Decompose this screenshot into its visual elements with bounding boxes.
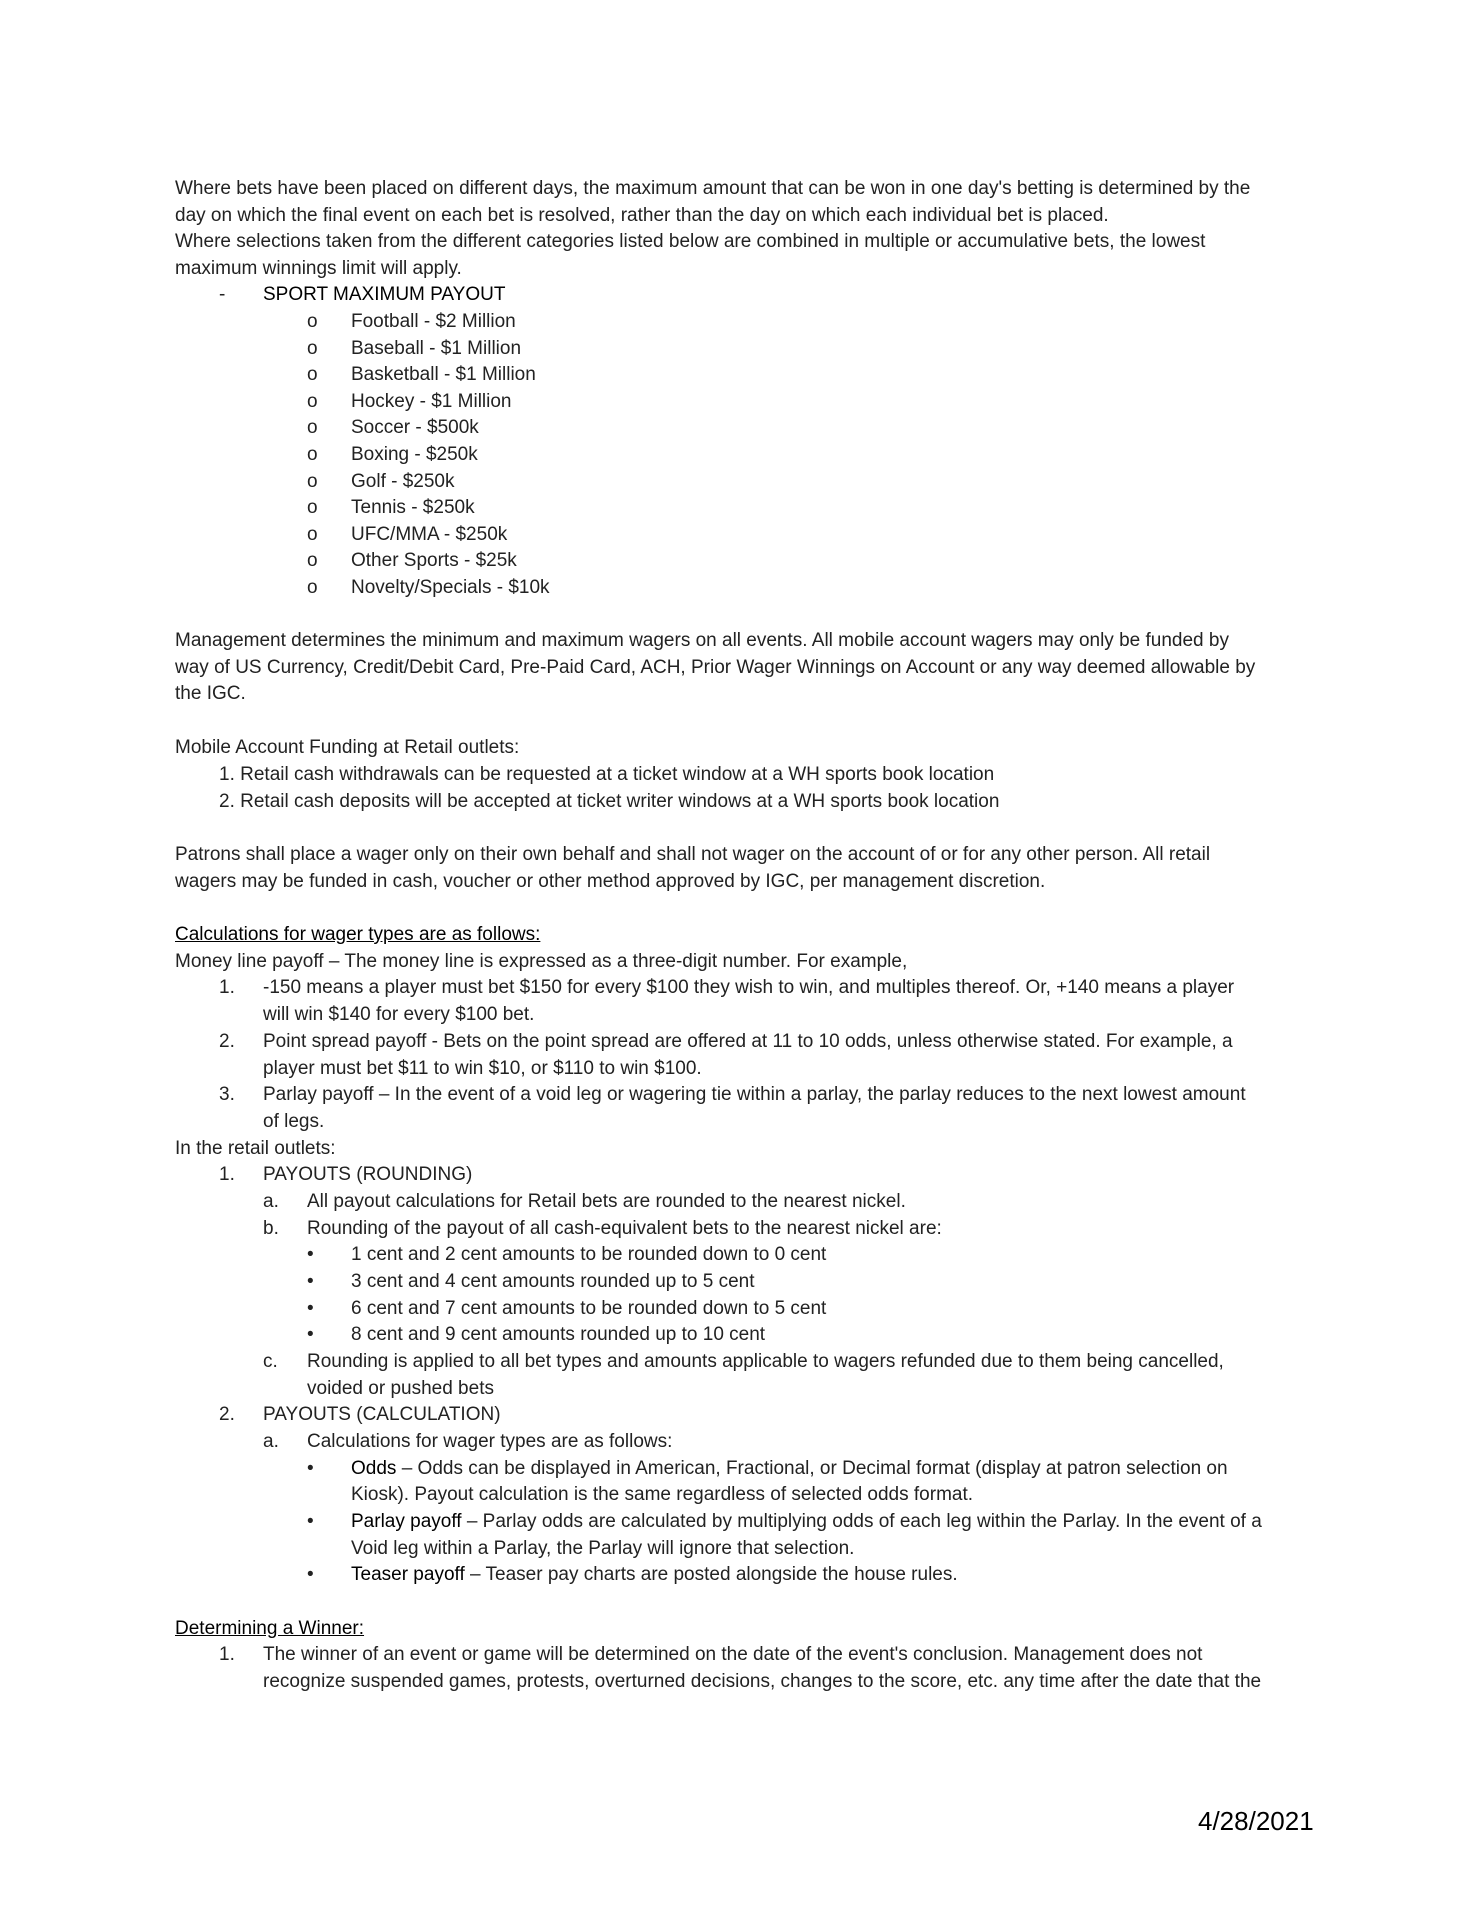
rounding-item-c: voided or pushed bets: [307, 1378, 494, 1399]
dash-marker: -: [219, 284, 226, 305]
list-item: 2. Retail cash deposits will be accepted at ticket writer windows at a WH sports book location: [219, 791, 1000, 812]
rounding-bullet: 6 cent and 7 cent amounts to be rounded down to 5 cent: [351, 1298, 827, 1319]
winner-line: recognize suspended games, protests, overturned decisions, changes to the score, etc. any time after the date that the: [263, 1671, 1262, 1692]
text-line: Where selections taken from the different categories listed below are combined in multiple or accumulative bets, the lowest: [175, 231, 1206, 253]
list-letter: c.: [263, 1351, 278, 1372]
sport-max-item: Boxing - $250k: [351, 444, 478, 465]
text-line: Management determines the minimum and maximum wagers on all events. All mobile account wagers may only be funded by: [175, 630, 1229, 651]
bullet-marker: •: [307, 1564, 314, 1585]
circle-bullet-marker: o: [307, 338, 318, 359]
list-item-line: Parlay payoff – In the event of a void leg or wagering tie within a parlay, the parlay reduces to the next lowest amount: [263, 1084, 1246, 1105]
circle-bullet-marker: o: [307, 311, 318, 332]
circle-bullet-marker: o: [307, 577, 318, 598]
bullet-marker: •: [307, 1271, 314, 1292]
rounding-item-a: All payout calculations for Retail bets are rounded to the nearest nickel.: [307, 1191, 906, 1212]
circle-bullet-marker: o: [307, 444, 318, 465]
list-item-line: -150 means a player must bet $150 for every $100 they wish to win, and multiples thereof. Or, +140 means a player: [263, 977, 1235, 998]
text-line: wagers may be funded in cash, voucher or other method approved by IGC, per management discretion.: [175, 870, 1046, 892]
list-number: 2.: [219, 1031, 235, 1052]
calculations-heading: Calculations for wager types are as follows:: [175, 924, 541, 945]
odds-text: – Odds can be displayed in American, Fractional, or Decimal format (display at patron selection on: [396, 1458, 1228, 1479]
sport-max-heading: SPORT MAXIMUM PAYOUT: [263, 284, 506, 305]
rounding-bullet: 3 cent and 4 cent amounts rounded up to 5 cent: [351, 1271, 755, 1292]
odds-line: [351, 1456, 1228, 1483]
text-line: Patrons shall place a wager only on their own behalf and shall not wager on the account of or for any other person. All retail: [175, 844, 1211, 865]
circle-bullet-marker: o: [307, 364, 318, 385]
teaser-text: – Teaser pay charts are posted alongside the house rules.: [464, 1564, 958, 1585]
rounding-bullet: 1 cent and 2 cent amounts to be rounded down to 0 cent: [351, 1244, 827, 1265]
parlay-text: – Parlay odds are calculated by multiplying odds of each leg within the Parlay. In the event of a: [461, 1511, 1262, 1532]
list-number: 1.: [219, 1164, 235, 1185]
teaser-line: [351, 1562, 958, 1589]
winner-line: The winner of an event or game will be determined on the date of the event's conclusion. Management does not: [263, 1644, 1203, 1665]
bullet-marker: •: [307, 1511, 314, 1532]
winner-heading: Determining a Winner:: [175, 1618, 365, 1639]
footer-date: 4/28/2021: [1198, 1806, 1314, 1836]
list-letter: b.: [263, 1218, 279, 1239]
list-number: 3.: [219, 1084, 235, 1105]
rounding-bullet: 8 cent and 9 cent amounts rounded up to 10 cent: [351, 1324, 766, 1345]
sport-max-item: Baseball - $1 Million: [351, 338, 522, 359]
sport-max-item: Novelty/Specials - $10k: [351, 577, 550, 598]
management-paragraph: [175, 628, 1325, 708]
list-item: 1. Retail cash withdrawals can be requested at a ticket window at a WH sports book location: [219, 764, 995, 785]
list-letter: a.: [263, 1191, 279, 1212]
circle-bullet-marker: o: [307, 550, 318, 571]
rounding-item-b: Rounding of the payout of all cash-equivalent bets to the nearest nickel are:: [307, 1218, 942, 1239]
intro-paragraph: [175, 176, 1325, 282]
text-line: Where bets have been placed on different days, the maximum amount that can be won in one day's betting is determined by the: [175, 178, 1251, 199]
calculation-item-a: Calculations for wager types are as follows:: [307, 1431, 673, 1452]
list-number: 1.: [219, 1644, 235, 1665]
list-item-line: player must bet $11 to win $10, or $110 to win $100.: [263, 1058, 702, 1079]
list-number: 1.: [219, 977, 235, 998]
odds-line: Kiosk). Payout calculation is the same regardless of selected odds format.: [351, 1484, 974, 1505]
calculation-title: PAYOUTS (CALCULATION): [263, 1404, 501, 1425]
sport-max-item: UFC/MMA - $250k: [351, 524, 508, 545]
list-letter: a.: [263, 1431, 279, 1452]
circle-bullet-marker: o: [307, 524, 318, 545]
text-line: way of US Currency, Credit/Debit Card, Pre-Paid Card, ACH, Prior Wager Winnings on Account or any way deemed allowable by: [175, 656, 1256, 678]
mobile-funding-heading: Mobile Account Funding at Retail outlets:: [175, 737, 520, 758]
sport-max-item: Other Sports - $25k: [351, 550, 517, 571]
sport-max-item: Hockey - $1 Million: [351, 391, 512, 412]
parlay-line: Void leg within a Parlay, the Parlay will ignore that selection.: [351, 1538, 855, 1559]
text-line: day on which the final event on each bet is resolved, rather than the day on which each individual bet is placed.: [175, 204, 1109, 226]
parlay-line: [351, 1509, 1262, 1536]
list-number: 2.: [219, 1404, 235, 1425]
bullet-marker: •: [307, 1324, 314, 1345]
odds-term: Odds: [351, 1458, 397, 1479]
bullet-marker: •: [307, 1458, 314, 1479]
list-item-line: of legs.: [263, 1111, 325, 1132]
sport-max-item: Tennis - $250k: [351, 497, 475, 518]
bullet-marker: •: [307, 1244, 314, 1265]
sport-max-item: Football - $2 Million: [351, 311, 516, 332]
rounding-item-c: Rounding is applied to all bet types and amounts applicable to wagers refunded due to them being cancelled,: [307, 1351, 1224, 1372]
parlay-term: Parlay payoff: [351, 1511, 462, 1532]
text-line: maximum winnings limit will apply.: [175, 257, 462, 279]
bullet-marker: •: [307, 1298, 314, 1319]
sport-max-item: Soccer - $500k: [351, 417, 479, 438]
sport-max-item: Golf - $250k: [351, 471, 455, 492]
money-line-intro: Money line payoff – The money line is expressed as a three-digit number. For example,: [175, 951, 908, 972]
circle-bullet-marker: o: [307, 497, 318, 518]
text-line: the IGC.: [175, 683, 246, 705]
patrons-paragraph: [175, 842, 1325, 895]
list-item-line: Point spread payoff - Bets on the point spread are offered at 11 to 10 odds, unless otherwise stated. For example, a: [263, 1031, 1233, 1052]
document-page: [175, 0, 1325, 1920]
teaser-term: Teaser payoff: [351, 1564, 465, 1585]
sport-max-item: Basketball - $1 Million: [351, 364, 536, 385]
circle-bullet-marker: o: [307, 391, 318, 412]
circle-bullet-marker: o: [307, 471, 318, 492]
retail-heading: In the retail outlets:: [175, 1138, 336, 1159]
list-item-line: will win $140 for every $100 bet.: [263, 1004, 535, 1025]
rounding-title: PAYOUTS (ROUNDING): [263, 1164, 473, 1185]
circle-bullet-marker: o: [307, 417, 318, 438]
